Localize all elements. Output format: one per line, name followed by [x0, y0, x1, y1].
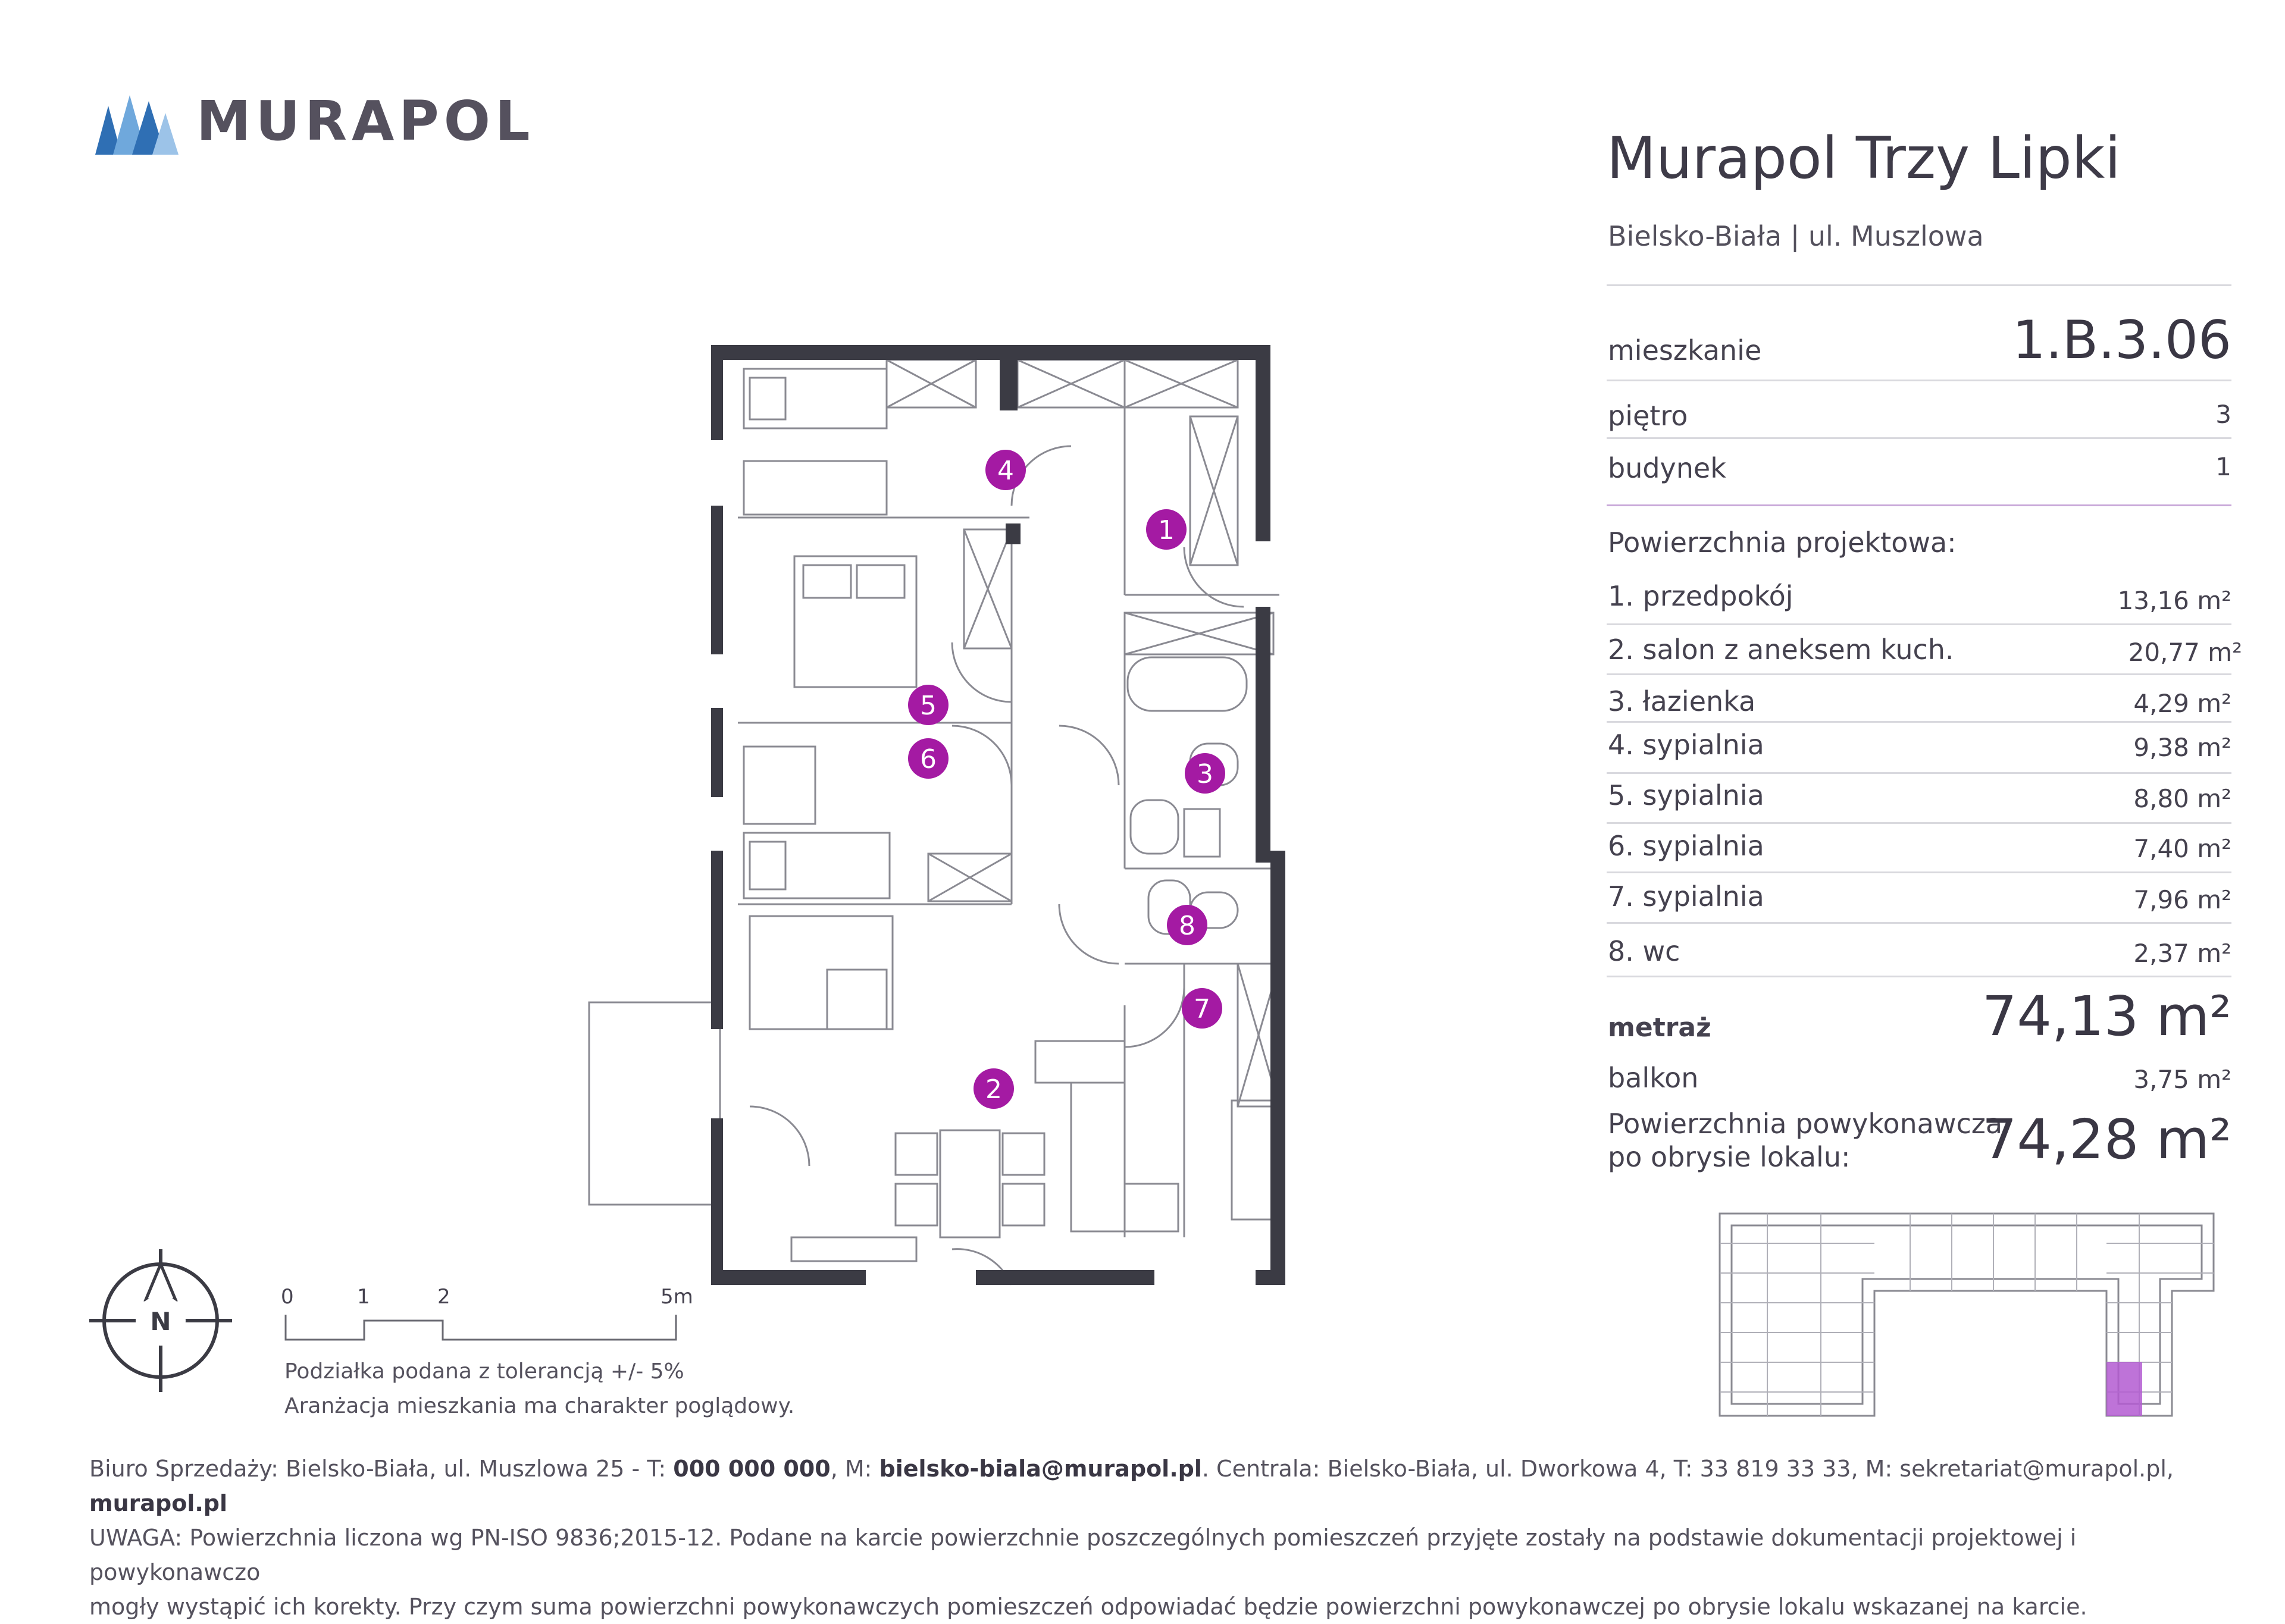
divider [1607, 380, 2231, 381]
scale-bar [284, 1315, 677, 1344]
room-area: 7,96 m² [2133, 885, 2231, 914]
room-area: 13,16 m² [2117, 586, 2231, 615]
areas-heading: Powierzchnia projektowa: [1608, 526, 1957, 559]
total-area-label: metraż [1608, 1012, 1711, 1043]
floor-value: 3 [2215, 400, 2231, 429]
footer [89, 1451, 2220, 1624]
scale-note: Podziałka podana z tolerancją +/- 5% [284, 1359, 684, 1384]
floor-plan [571, 333, 1333, 1297]
room-area: 9,38 m² [2133, 733, 2231, 762]
as-built-label: Powierzchnia powykonawcza [1608, 1108, 2003, 1140]
scale-tick-2: 2 [437, 1285, 450, 1309]
balcony-outline [589, 1002, 720, 1205]
room-marker-label: 5 [920, 691, 937, 721]
building-label: budynek [1608, 452, 1726, 484]
room-label: 4. sypialnia [1608, 729, 1764, 761]
room-area: 4,29 m² [2133, 689, 2231, 718]
room-marker-label: 1 [1158, 515, 1175, 545]
murapol-logo-icon [95, 95, 179, 155]
room-area: 20,77 m² [2128, 638, 2242, 667]
footer-disclaimer-2: mogły wystąpić ich korekty. Przy czym suma powierzchni powykonawczych pomieszczeń odpowiadać będzie powierzchni powykonawczej po obrysie lokalu wskazanej na karcie. [89, 1594, 2087, 1620]
footer-contact: Biuro Sprzedaży: Bielsko-Biała, ul. Muszlowa 25 - T: 000 000 000, M: bielsko-biala@murapol.pl. Centrala: Bielsko-Biała, ul. Dworkowa 4, T: 33 819 33 33, M: sekretariat@murapol.pl, murapol.pl [89, 1456, 2174, 1516]
total-area-value: 74,13 m² [1982, 985, 2231, 1048]
room-marker-label: 6 [920, 744, 937, 775]
room-marker-label: 4 [997, 456, 1014, 486]
sofa [750, 916, 893, 1029]
compass-label: N [150, 1307, 171, 1336]
as-built-value: 74,28 m² [1982, 1108, 2231, 1171]
scale-tick-5: 5m [661, 1285, 693, 1309]
room-label: 1. przedpokój [1608, 580, 1793, 612]
compass-icon [89, 1249, 232, 1392]
project-title: Murapol Trzy Lipki [1607, 125, 2121, 192]
floor-label: piętro [1608, 400, 1688, 432]
building-value: 1 [2215, 452, 2231, 481]
arrangement-note: Aranżacja mieszkania ma charakter poglądowy. [284, 1394, 795, 1418]
apartment-number: 1.B.3.06 [2012, 309, 2231, 371]
room-label: 6. sypialnia [1608, 830, 1764, 862]
scale-tick-0: 0 [281, 1285, 294, 1309]
divider [1607, 504, 2231, 506]
dining-table [940, 1130, 1000, 1237]
room-marker-label: 3 [1197, 759, 1213, 789]
room-marker-label: 8 [1179, 911, 1195, 941]
room-label: 3. łazienka [1608, 685, 1756, 717]
apartment-label: mieszkanie [1608, 334, 1762, 366]
footer-website-link[interactable]: murapol.pl [89, 1490, 228, 1516]
footer-email[interactable]: bielsko-biala@murapol.pl [879, 1456, 1202, 1482]
kitchen-counter [1035, 1041, 1125, 1083]
wall [711, 351, 723, 440]
room-marker-label: 2 [985, 1074, 1002, 1105]
bathtub [1128, 657, 1247, 711]
footer-phone[interactable]: 000 000 000 [673, 1456, 831, 1482]
room-area: 8,80 m² [2133, 784, 2231, 813]
apartment-location-highlight [2106, 1362, 2142, 1416]
brand-name: MURAPOL [196, 89, 535, 153]
room-area: 2,37 m² [2133, 939, 2231, 968]
balcony-label: balkon [1608, 1062, 1699, 1094]
room-label: 5. sypialnia [1608, 779, 1764, 811]
room-area: 7,40 m² [2133, 834, 2231, 863]
as-built-label-2: po obrysie lokalu: [1608, 1141, 1851, 1173]
divider [1607, 284, 2231, 286]
project-location: Bielsko-Biała | ul. Muszlowa [1608, 220, 1984, 252]
room-label: 8. wc [1608, 935, 1680, 967]
room-label: 7. sypialnia [1608, 880, 1764, 913]
room-label: 2. salon z aneksem kuch. [1608, 634, 1954, 666]
footer-disclaimer-1: UWAGA: Powierzchnia liczona wg PN-ISO 9836;2015-12. Podane na karcie powierzchnie poszczególnych pomieszczeń przyjęte zostały na podstawie dokumentacji projektowej i powykonawczo [89, 1525, 2077, 1585]
room-markers [908, 450, 1225, 1109]
balcony-value: 3,75 m² [2133, 1065, 2231, 1094]
site-plan-thumbnail [1714, 1208, 2225, 1422]
divider [1607, 437, 2231, 439]
scale-tick-1: 1 [357, 1285, 370, 1309]
room-marker-label: 7 [1194, 994, 1210, 1024]
